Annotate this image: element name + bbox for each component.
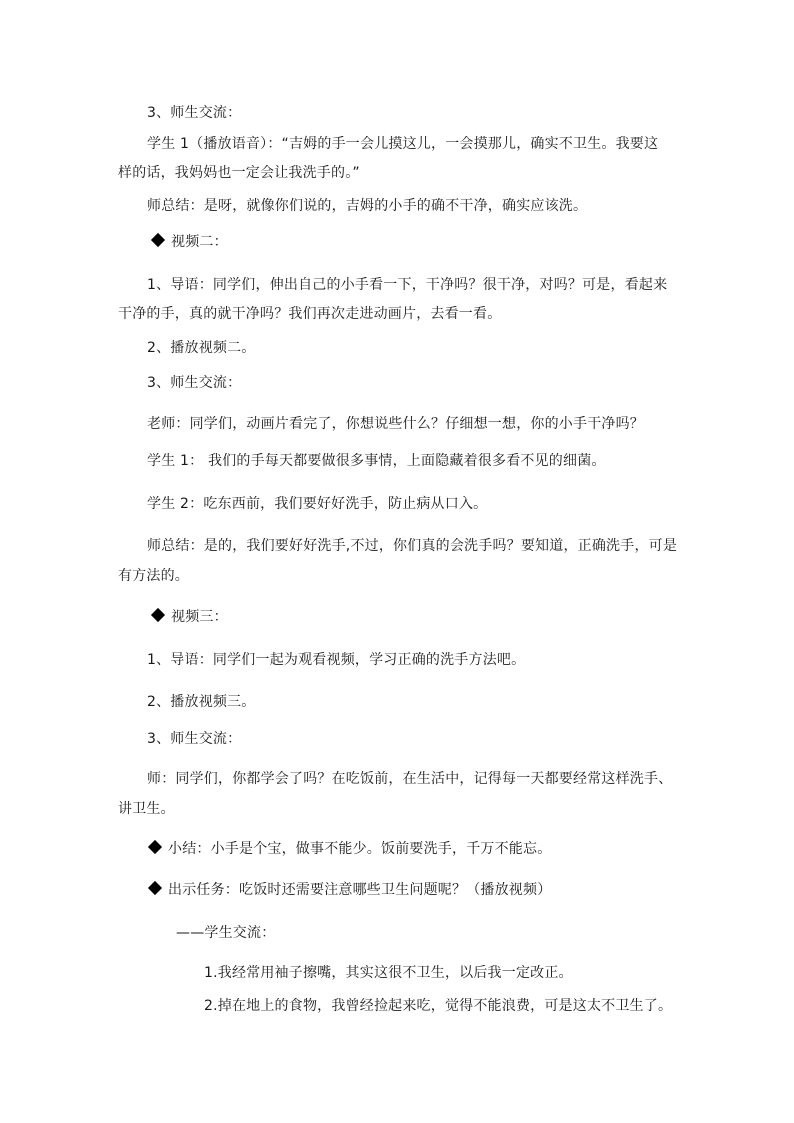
section-video-2 <box>153 232 228 252</box>
section-video-3-label: 视频三： <box>171 609 228 625</box>
heading-teacher-student-exchange-1: 3、师生交流： <box>147 105 242 121</box>
heading-teacher-student-exchange-2: 3、师生交流： <box>147 375 242 391</box>
diamond-bullet-icon <box>151 233 165 247</box>
video-3-intro: 1、导语：同学们一起为观看视频，学习正确的洗手方法吧。 <box>147 652 526 668</box>
diamond-bullet-icon <box>151 608 165 622</box>
student-exchange-item-1: 1.我经常用袖子擦嘴，其实这很不卫生，以后我一定改正。 <box>204 965 573 981</box>
teacher-summary-2-line-2: 有方法的。 <box>118 568 189 584</box>
teacher-remark-line-1: 师：同学们，你都学会了吗？在吃饭前，在生活中，记得每一天都要经常这样洗手、 <box>147 771 673 787</box>
summary-bullet <box>150 839 551 859</box>
heading-teacher-student-exchange-3: 3、师生交流： <box>147 731 242 747</box>
summary-text: 小结：小手是个宝，做事不能少。饭前要洗手，千万不能忘。 <box>168 841 552 857</box>
section-video-3 <box>153 607 228 627</box>
diamond-bullet-icon <box>148 881 162 895</box>
diamond-bullet-icon <box>148 840 162 854</box>
task-bullet <box>150 880 551 900</box>
student-2-answer: 学生 2：吃东西前，我们要好好洗手，防止病从口入。 <box>147 496 488 512</box>
teacher-summary-1: 师总结：是呀，就像你们说的，吉姆的小手的确不干净，确实应该洗。 <box>147 198 588 214</box>
section-video-2-label: 视频二： <box>171 234 228 250</box>
student-1-voice-line-2: 样的话，我妈妈也一定会让我洗手的。” <box>118 165 360 181</box>
teacher-remark-line-2: 讲卫生。 <box>118 801 175 817</box>
video-2-intro-line-1: 1、导语：同学们，伸出自己的小手看一下，干净吗？很干净，对吗？可是，看起来 <box>147 277 668 293</box>
teacher-question: 老师：同学们，动画片看完了，你想说些什么？仔细想一想，你的小手干净吗？ <box>147 416 644 432</box>
student-exchange-item-2: 2.掉在地上的食物，我曾经捡起来吃，觉得不能浪费，可是这太不卫生了。 <box>204 998 673 1014</box>
student-1-answer: 学生 1： 我们的手每天都要做很多事情，上面隐藏着很多看不见的细菌。 <box>147 453 606 469</box>
teacher-summary-2-line-1: 师总结：是的，我们要好好洗手,不过，你们真的会洗手吗？要知道，正确洗手，可是 <box>147 538 678 554</box>
student-exchange-heading: ——学生交流： <box>176 925 276 941</box>
video-2-intro-line-2: 干净的手，真的就干净吗？我们再次走进动画片，去看一看。 <box>118 306 502 322</box>
play-video-2: 2、播放视频二。 <box>147 340 256 356</box>
student-1-voice-line-1: 学生 1（播放语音）：“吉姆的手一会儿摸这儿，一会摸那儿，确实不卫生。我要这 <box>147 136 659 152</box>
task-text: 出示任务：吃饭时还需要注意哪些卫生问题呢？（播放视频） <box>168 882 552 898</box>
play-video-3: 2、播放视频三。 <box>147 694 256 710</box>
